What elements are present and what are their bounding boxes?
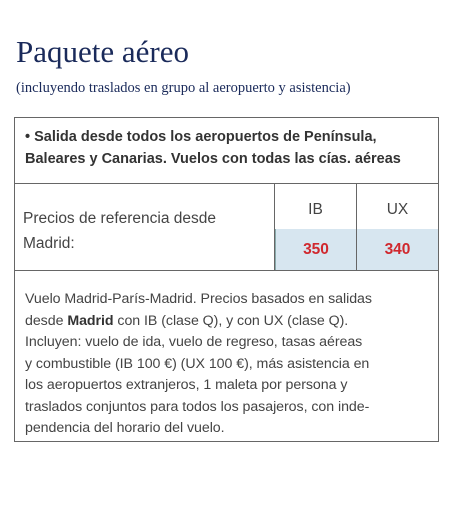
page-subtitle: (incluyendo traslados en grupo al aeropuerto y asistencia) — [16, 80, 351, 96]
details-line: Incluyen: vuelo de ida, vuelo de regreso, tasas aéreas — [25, 334, 363, 350]
price-label-line-2: Madrid: — [23, 235, 75, 252]
price-column-ux — [357, 184, 438, 271]
details-text: con IB (clase Q), y con UX (clase Q). — [113, 312, 349, 329]
details-city: Madrid — [67, 312, 114, 329]
departures-note — [15, 118, 438, 184]
price-column-ib — [275, 184, 357, 271]
details-line — [25, 311, 430, 333]
details-line: Vuelo Madrid-París-Madrid. Precios basados en salidas — [25, 291, 372, 307]
package-details — [15, 271, 438, 440]
departures-line-1: • Salida desde todos los aeropuertos de Península, — [25, 129, 377, 145]
price-label-line-1: Precios de referencia desde — [23, 210, 217, 227]
details-line: y combustible (IB 100 €) (UX 100 €), más asistencia en — [25, 355, 370, 372]
details-line: pendencia del horario del vuelo. — [25, 420, 225, 436]
page-title: Paquete aéreo — [16, 34, 189, 69]
details-text: desde — [25, 312, 68, 329]
details-line: traslados conjuntos para todos los pasajeros, con inde- — [25, 398, 370, 415]
price-value: 350 — [275, 229, 356, 270]
package-info-box — [14, 117, 439, 442]
departures-line-2: Baleares y Canarias. Vuelos con todas las cías. aéreas — [25, 151, 401, 167]
details-line: los aeropuertos extranjeros, 1 maleta por persona y — [25, 377, 348, 393]
airline-code: UX — [386, 201, 409, 218]
price-reference-label — [15, 184, 275, 271]
price-value: 340 — [357, 229, 438, 270]
airline-code: IB — [308, 201, 323, 218]
